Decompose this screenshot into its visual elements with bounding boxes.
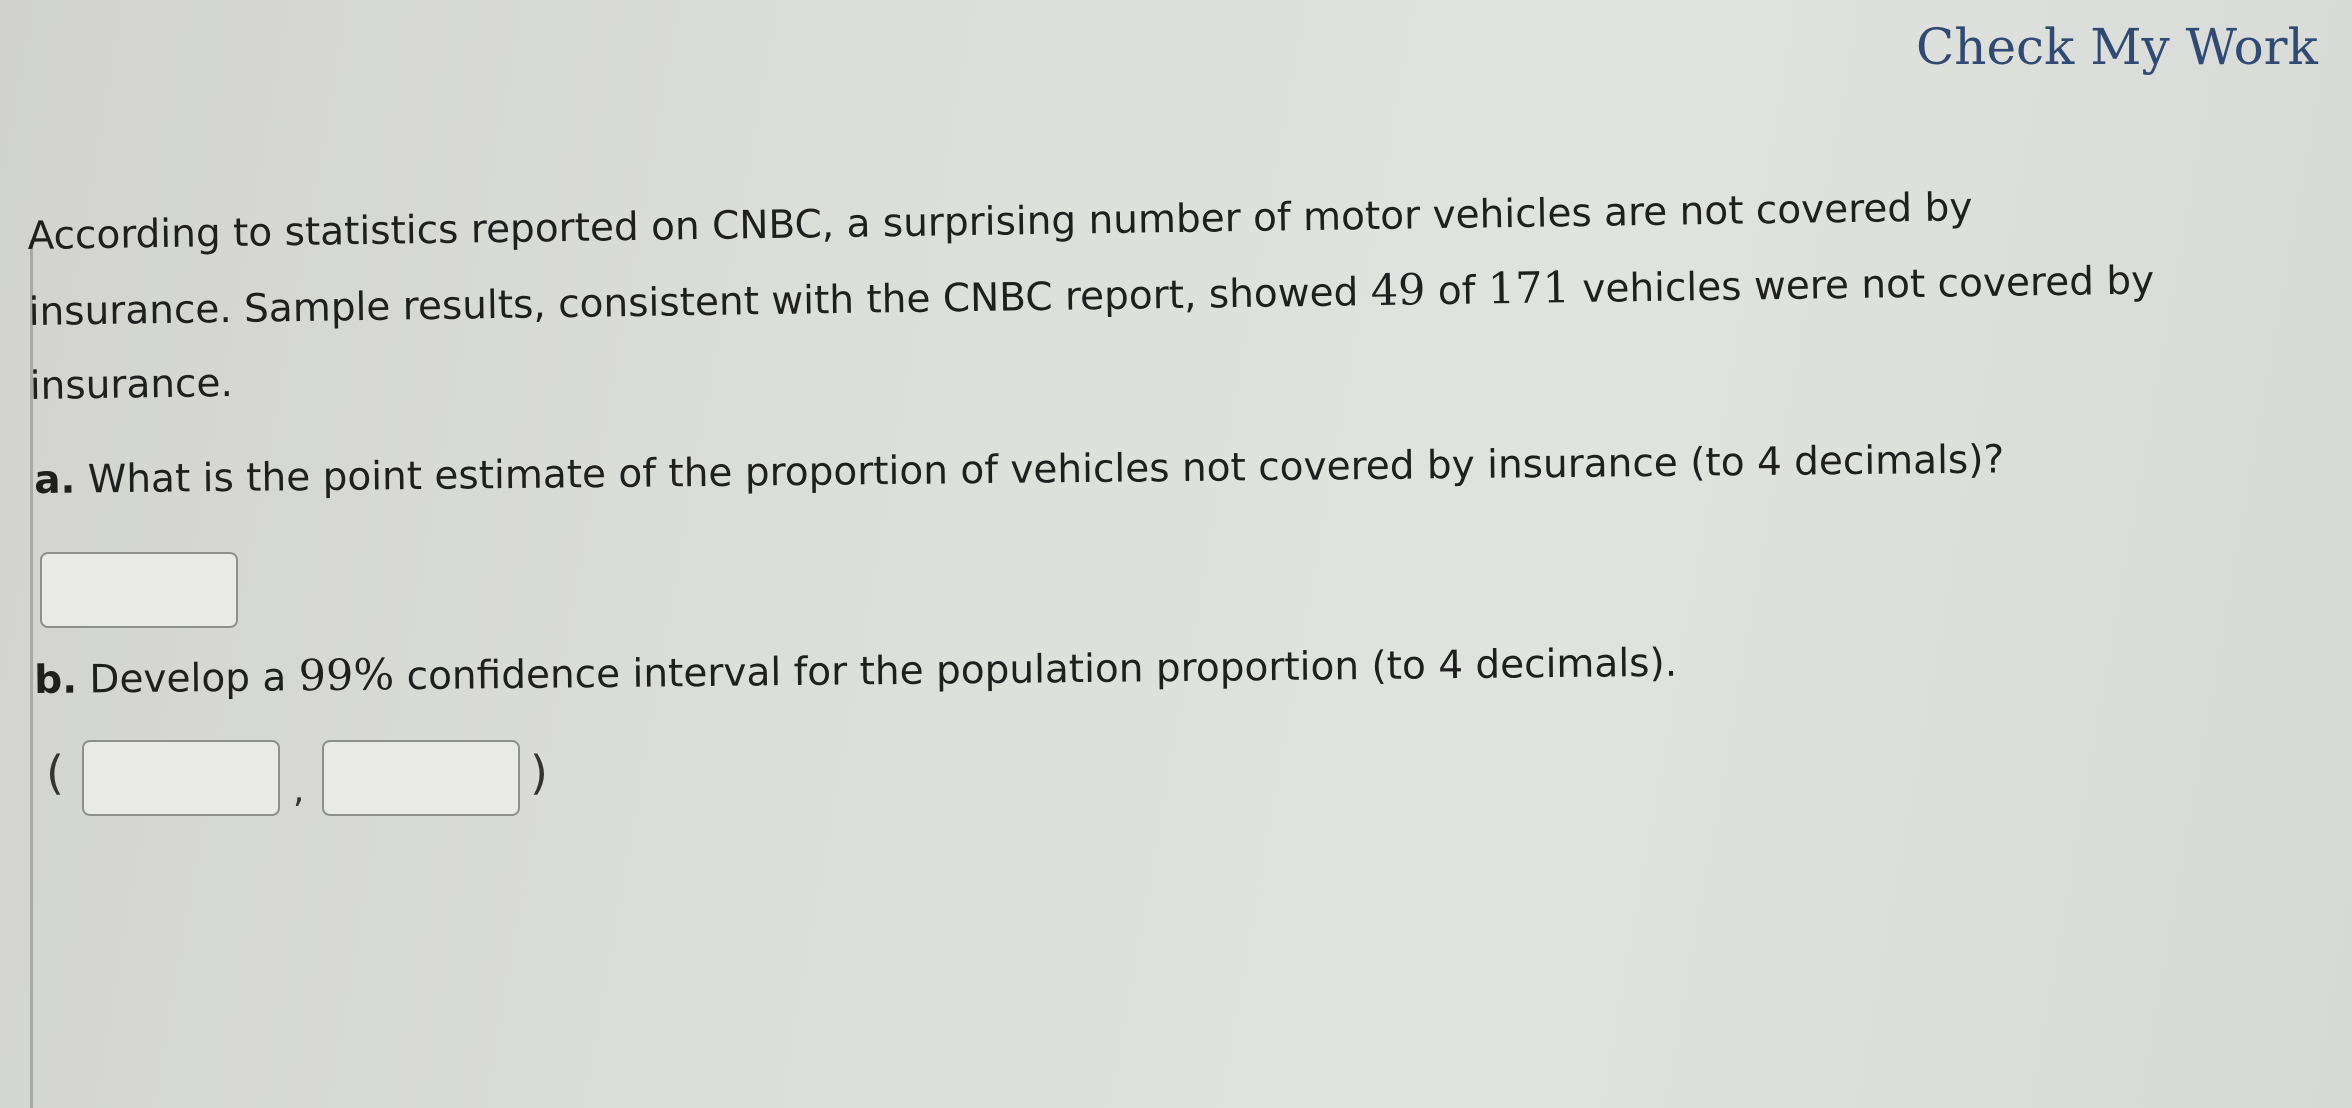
problem-line-2-of: of [1425,268,1489,315]
point-estimate-input[interactable] [40,552,238,628]
sample-size: 171 [1487,263,1571,315]
not-covered-count: 49 [1370,265,1426,317]
question-b [34,637,1677,704]
question-b-text-end: confidence interval for the population proportion (to 4 decimals). [393,640,1678,700]
question-a-letter: a. [34,457,76,503]
problem-line-2-start: insurance. Sample results, consistent with the CNBC report, showed [28,270,1372,335]
problem-line-2-end: vehicles were not covered by [1569,258,2155,313]
question-a [34,437,2004,503]
question-b-text-start: Develop a [76,655,299,703]
interval-lower-input[interactable] [82,740,280,816]
question-b-letter: b. [34,657,78,703]
interval-separator: , [293,770,305,811]
interval-upper-input[interactable] [322,740,520,816]
interval-close-paren: ) [530,746,548,800]
problem-line-3: insurance. [29,360,234,409]
check-my-work-link[interactable]: Check My Work [1916,18,2318,76]
problem-statement [27,166,2330,424]
question-a-text: What is the point estimate of the proportion of vehicles not covered by insurance (to 4 decimals)? [75,437,2005,503]
confidence-level: 99% [298,650,395,702]
interval-open-paren: ( [46,746,64,800]
problem-line-1: According to statistics reported on CNBC, a surprising number of motor vehicles are not covered by [27,185,1973,259]
